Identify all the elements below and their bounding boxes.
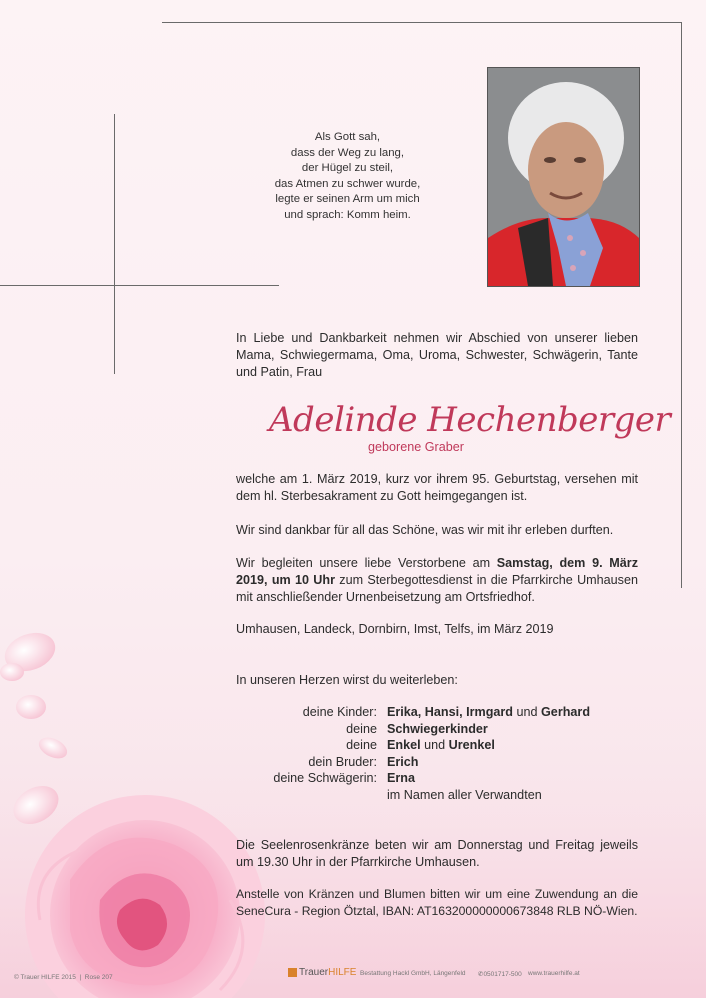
funeral-text [236, 555, 638, 607]
deceased-name: Adelinde Hechenberger [269, 400, 671, 440]
rosary-text: Die Seelenrosenkränze beten wir am Donnerstag und Freitag jeweils um 19.30 Uhr in der Pfarrkirche Umhausen. [236, 838, 638, 870]
cross-vertical [114, 114, 115, 374]
funeral-post: zum Sterbegottesdienst in die Pfarrkirche Umhausen mit anschließender Urnenbeisetzung am Ortsfriedhof. [236, 573, 638, 605]
relative-label-schwiegerkinder: deine [346, 722, 377, 736]
cross-horizontal [0, 285, 279, 286]
petal-4 [36, 734, 71, 763]
poem-line: legte er seinen Arm um mich [275, 193, 420, 206]
footer-copyright: © Trauer HILFE 2015 | Rose 207 [14, 974, 113, 981]
funeral-date: Samstag, dem 9. März 2019, um 10 Uhr [236, 556, 638, 588]
portrait-photo [487, 67, 640, 287]
relative-label-enkel: deine [346, 738, 377, 752]
relative-value-enkel: Enkel und Urenkel [387, 738, 495, 752]
petal-3 [16, 695, 46, 719]
poem-line: der Hügel zu steil, [301, 162, 394, 175]
relative-value-kinder: Erika, Hansi, Irmgard und Gerhard [387, 705, 591, 719]
poem-line: dass der Weg zu lang, [290, 146, 405, 159]
poem-line: Als Gott sah, [314, 131, 381, 143]
relative-label-kinder: deine Kinder: [302, 705, 377, 719]
petal-2 [0, 663, 24, 681]
hearts-text: In unseren Herzen wirst du weiterleben: [236, 673, 458, 687]
relative-value-bruder: Erich [387, 755, 419, 769]
footer-brand: TrauerHILFE [288, 967, 356, 978]
donation-text: Anstelle von Kränzen und Blumen bitten wir um eine Zuwendung an die SeneCura - Region Ötztal, IBAN: AT163200000000673848 RLB NÖ-Wien. [236, 887, 638, 919]
poem-line: das Atmen zu schwer wurde, [274, 177, 421, 190]
frame-line-right [681, 22, 682, 588]
places-text: Umhausen, Landeck, Dornbirn, Imst, Telfs, im März 2019 [236, 622, 554, 636]
footer-web: www.trauerhilfe.at [528, 970, 580, 977]
intro-text: In Liebe und Dankbarkeit nehmen wir Abschied von unserer lieben Mama, Schwiegermama, Oma, Uroma, Schwester, Schwägerin, Tante und Patin, Frau [236, 331, 638, 380]
funeral-pre: Wir begleiten unsere liebe Verstorbene am [236, 556, 497, 570]
footer-phone: ✆0501717-500 [478, 971, 522, 978]
death-text: welche am 1. März 2019, kurz vor ihrem 95. Geburtstag, versehen mit dem hl. Sterbesakrament zu Gott heimgegangen ist. [236, 472, 638, 504]
footer-company: Bestattung Hackl GmbH, Längenfeld [360, 970, 466, 977]
relative-label-schwaegerin: deine Schwägerin: [273, 771, 377, 785]
maiden-name: geborene Graber [368, 440, 464, 454]
relative-value-schwiegerkinder: Schwiegerkinder [387, 722, 488, 736]
relative-verwandte: im Namen aller Verwandten [387, 788, 542, 802]
poem [250, 130, 445, 224]
relative-value-schwaegerin: Erna [387, 771, 415, 785]
gratitude-text: Wir sind dankbar für all das Schöne, was wir mit ihr erleben durften. [236, 523, 614, 537]
trauerhilfe-logo-icon [288, 968, 297, 977]
frame-line-top [162, 22, 682, 23]
poem-line: und sprach: Komm heim. [284, 208, 411, 221]
relative-label-bruder: dein Bruder: [308, 755, 377, 769]
